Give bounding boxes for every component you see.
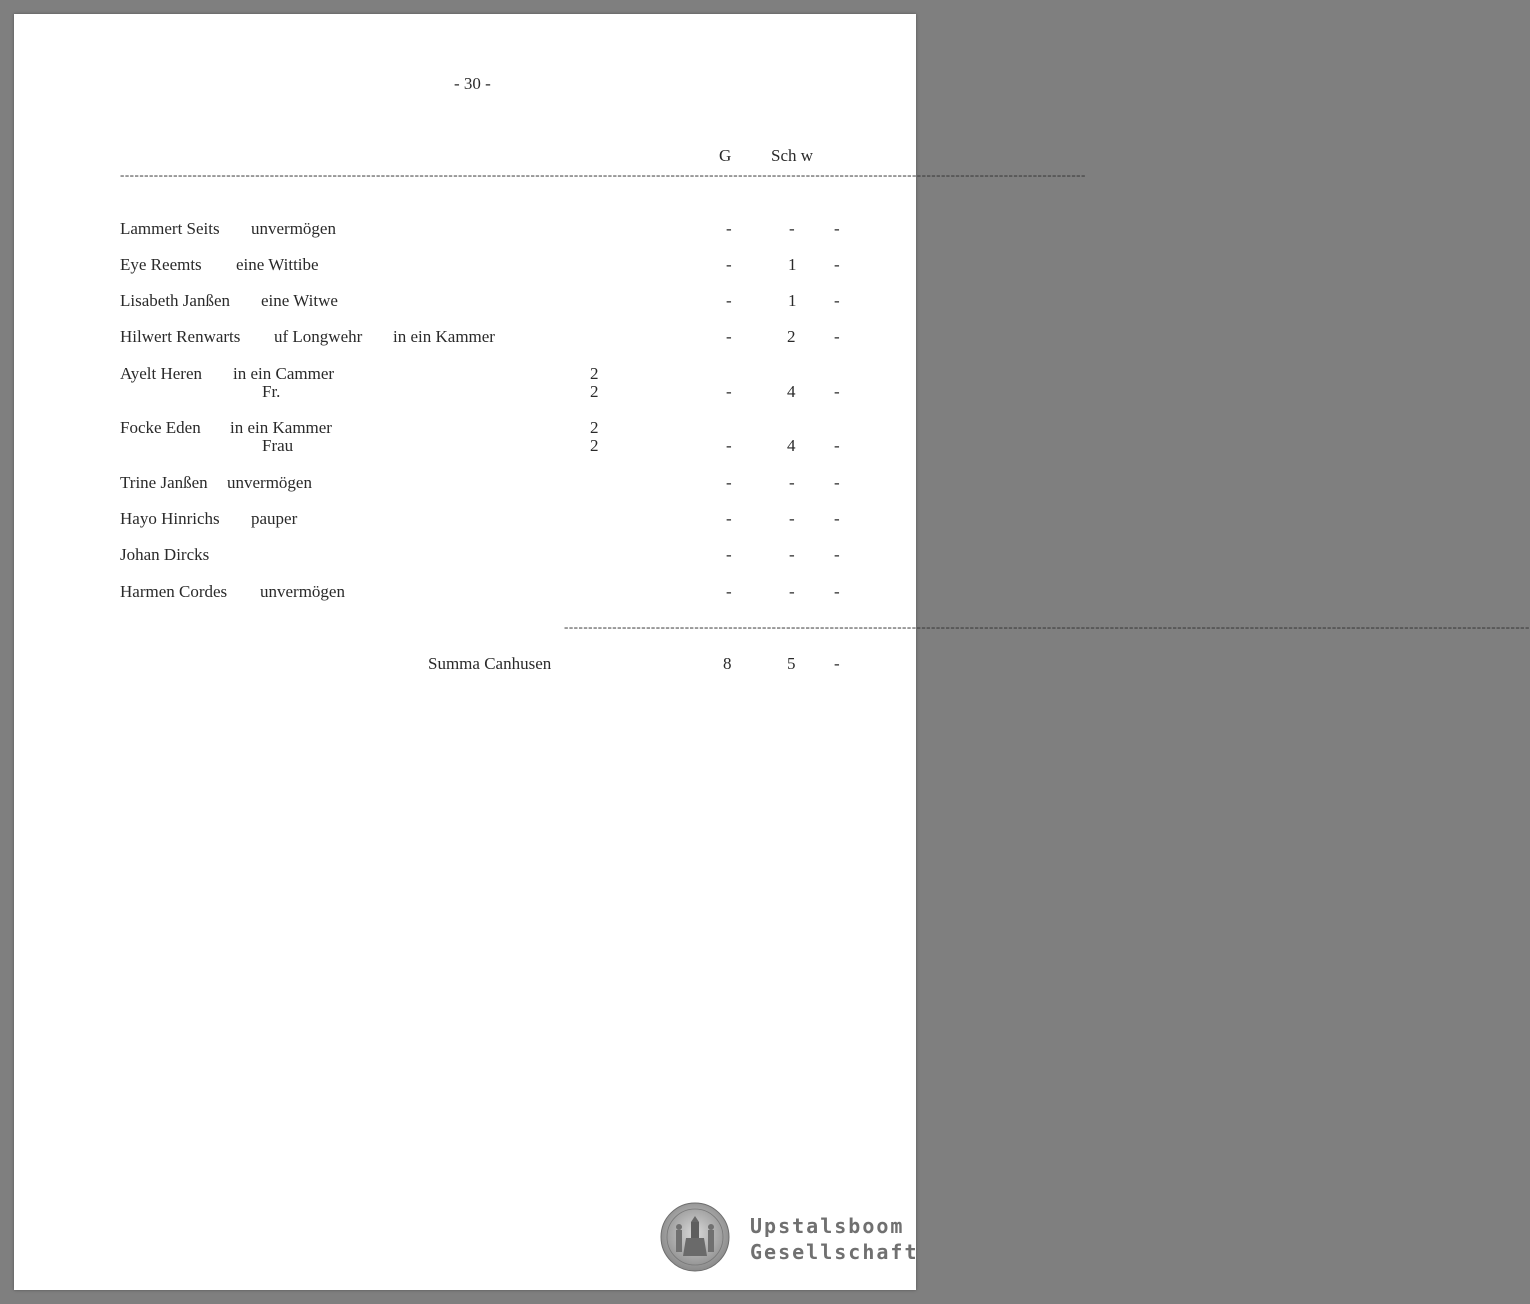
- entry-x: -: [834, 327, 840, 346]
- entry-x: -: [834, 509, 840, 528]
- entry-note-2: in ein Kammer: [393, 327, 495, 346]
- entry-name: Lisabeth Janßen: [120, 291, 230, 310]
- header-separator: --------------------------------------------------------------------------------------------------------------------------------------------------------------------------------------------------------: [120, 167, 1086, 182]
- entry-g: -: [726, 582, 732, 601]
- entry-name: Eye Reemts: [120, 255, 202, 274]
- entry-name: Lammert Seits: [120, 219, 220, 238]
- entry-sub: Fr.: [262, 382, 281, 401]
- entry-count-2: 2: [590, 382, 599, 401]
- entry-g: -: [726, 219, 732, 238]
- entry-x: -: [834, 382, 840, 401]
- entry-note: unvermögen: [260, 582, 345, 601]
- entry-schw: 1: [788, 291, 797, 310]
- entry-g: -: [726, 473, 732, 492]
- summary-x: -: [834, 654, 840, 673]
- seal-logo: [660, 1202, 730, 1272]
- entry-g: -: [726, 327, 732, 346]
- entry-g: -: [726, 291, 732, 310]
- entry-g: -: [726, 382, 732, 401]
- sum-separator: --------------------------------------------------------------------------------------------------------------------------------------------------------------------------------------------------------: [564, 619, 1530, 634]
- entry-note: unvermögen: [251, 219, 336, 238]
- entry-sub: Frau: [262, 436, 294, 455]
- entry-x: -: [834, 545, 840, 564]
- entry-schw: 4: [787, 436, 796, 455]
- entry-note: pauper: [251, 509, 298, 528]
- entry-schw: 1: [788, 255, 797, 274]
- entry-note: uf Longwehr: [274, 327, 363, 346]
- entry-g: -: [726, 436, 732, 455]
- entry-x: -: [834, 255, 840, 274]
- brand-line-1: Upstalsboom: [750, 1214, 905, 1238]
- entry-g: -: [726, 255, 732, 274]
- entry-schw: -: [789, 582, 795, 601]
- entry-name: Hilwert Renwarts: [120, 327, 241, 346]
- entry-note: eine Witwe: [261, 291, 338, 310]
- summary-label: Summa Canhusen: [428, 654, 552, 673]
- entry-name: Hayo Hinrichs: [120, 509, 220, 528]
- page-number: - 30 -: [454, 74, 491, 93]
- entry-note: in ein Kammer: [230, 418, 332, 437]
- entry-count-1: 2: [590, 364, 599, 383]
- column-header-schw: Sch w: [771, 146, 814, 165]
- entry-x: -: [834, 219, 840, 238]
- entry-name: Ayelt Heren: [120, 364, 202, 383]
- entry-name: Johan Dircks: [120, 545, 210, 564]
- entry-x: -: [834, 473, 840, 492]
- entry-schw: -: [789, 509, 795, 528]
- entry-name: Focke Eden: [120, 418, 201, 437]
- entry-g: -: [726, 509, 732, 528]
- entry-schw: -: [789, 219, 795, 238]
- entry-g: -: [726, 545, 732, 564]
- entry-note: in ein Cammer: [233, 364, 335, 383]
- summary-schw: 5: [787, 654, 796, 673]
- entry-name: Trine Janßen: [120, 473, 208, 492]
- column-header-g: G: [719, 146, 732, 165]
- summary-g: 8: [723, 654, 732, 673]
- entry-x: -: [834, 291, 840, 310]
- entry-schw: 4: [787, 382, 796, 401]
- entry-note: unvermögen: [227, 473, 312, 492]
- entry-count-1: 2: [590, 418, 599, 437]
- entry-name: Harmen Cordes: [120, 582, 228, 601]
- entry-schw: -: [789, 545, 795, 564]
- entry-note: eine Wittibe: [236, 255, 319, 274]
- entry-x: -: [834, 436, 840, 455]
- entry-schw: -: [789, 473, 795, 492]
- entry-count-2: 2: [590, 436, 599, 455]
- document-page: [14, 14, 1530, 1290]
- entry-x: -: [834, 582, 840, 601]
- entry-schw: 2: [787, 327, 796, 346]
- brand-line-2: Gesellschaft: [750, 1240, 919, 1264]
